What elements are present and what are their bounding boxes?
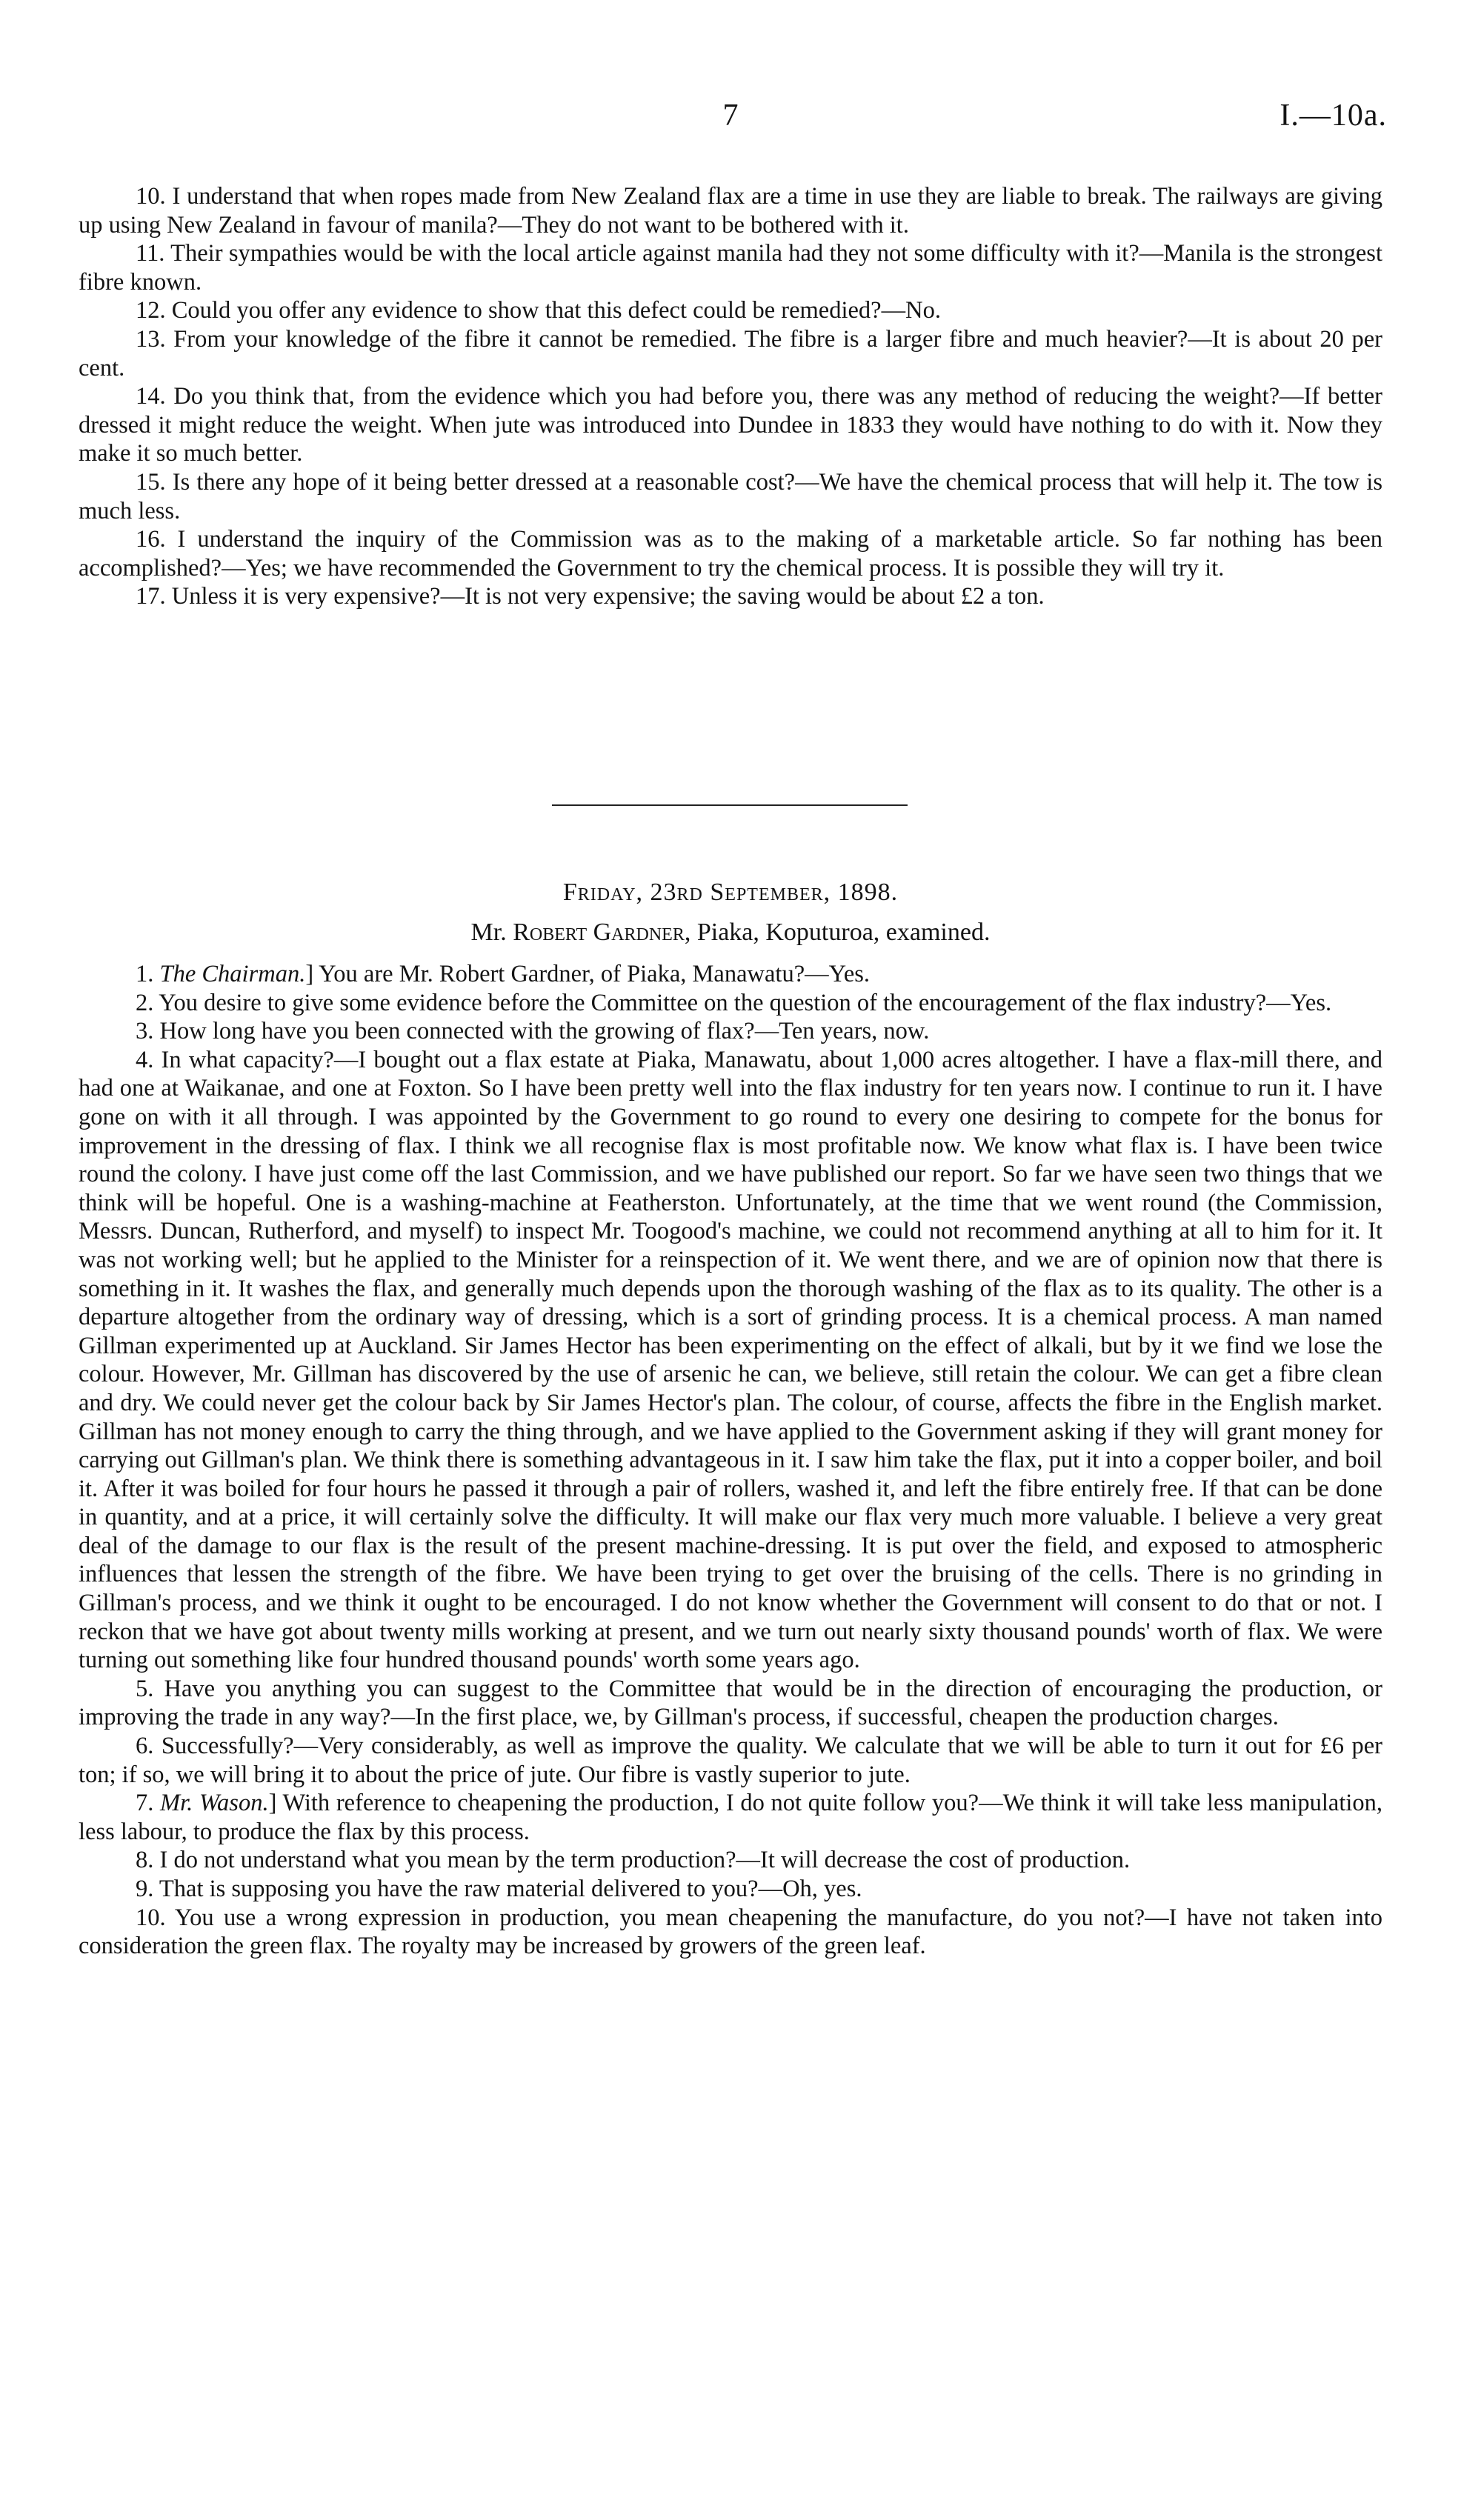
question-paragraph: 5. Have you anything you can suggest to the Committee that would be in the direction of encouraging the production, or improving the trade in any way?—In the first place, we, by Gillman's process, if successful, cheapen the production charges. — [79, 1675, 1382, 1731]
page-header — [74, 98, 1387, 142]
question-paragraph: 16. I understand the inquiry of the Commission was as to the making of a marketable article. So far nothing has been accomplished?—Yes; we have recommended the Government to try the chemical process. It is possible they will try it. — [79, 526, 1382, 581]
question-paragraph: 17. Unless it is very expensive?—It is not very expensive; the saving would be about £2 a ton. — [136, 583, 1045, 610]
question-paragraph: 14. Do you think that, from the evidence which you had before you, there was any method of reducing the weight?—If better dressed it might reduce the weight. When jute was introduced into Dundee in 1833 they would have nothing to do with it. Now they make it so much better. — [79, 383, 1382, 467]
witness-prefix: Mr. — [470, 919, 507, 946]
question-paragraph: 8. I do not understand what you mean by the term production?—It will decrease the cost of production. — [136, 1847, 1131, 1874]
question-paragraph: 6. Successfully?—Very considerably, as well as improve the quality. We calculate that we will be able to turn it out for £6 per ton; if so, we will bring it to about the price of jute. Our fibre is vastly superior to jute. — [79, 1733, 1382, 1788]
document-reference: I.—10a. — [1279, 99, 1387, 133]
speaker-label: Mr. Wason. — [160, 1790, 269, 1817]
evidence-continued — [79, 182, 1382, 611]
question-text: ] You are Mr. Robert Gardner, of Piaka, Manawatu?—Yes. — [305, 961, 871, 987]
witness-heading — [79, 919, 1382, 947]
question-paragraph: 1. The Chairman.] You are Mr. Robert Gardner, of Piaka, Manawatu?—Yes. — [136, 961, 871, 987]
question-paragraph: 4. In what capacity?—I bought out a flax estate at Piaka, Manawatu, about 1,000 acres altogether. I have a flax-mill there, and had one at Waikanae, and one at Foxton. So I have been pretty well into the flax industry for ten years now. I continue to run it. I have gone on with it all through. I was appointed by the Government to go round to every one desiring to compete for the bonus for improvement in the dressing of flax. I think we all recognise flax is most profitable now. We know what flax is. I have been twice round the colony. I have just come off the last Commission, and we have published our report. So far we have seen two things that we think will be hopeful. One is a washing-machine at Featherston. Unfortunately, at the time that we went round (the Commission, Messrs. Duncan, Rutherford, and myself) to inspect Mr. Toogood's machine, we could not recommend anything at all to him for it. It was not working well; but he applied to the Minister for a reinspection of it. We went there, and we are of opinion now that there is something in it. It washes the flax, and generally much depends upon the thorough washing of the flax as to its quality. The other is a departure altogether from the ordinary way of dressing, which is a sort of grinding process. It is a chemical process. A man named Gillman experimented up at Auckland. Sir James Hector has been experimenting on the effect of alkali, but by it we find we lose the colour. However, Mr. Gillman has discovered by the use of arsenic he can, we believe, still retain the colour. We can get a fibre clean and dry. We could never get the colour back by Sir James Hector's plan. The colour, of course, affects the fibre in the English market. Gillman has not money enough to carry the thing through, and we have applied to the Government asking if they will grant money for carrying out Gillman's plan. We think there is something advantageous in it. I saw him take the flax, put it into a copper boiler, and boil it. After it was boiled for four hours he passed it through a pair of rollers, washed it, and left the fibre entirely free. If that can be done in quantity, and at a price, it will certainly solve the difficulty. It will make our flax very much more valuable. I believe a very great deal of the damage to our flax is the result of the present machine-dressing. It is put over the field, and exposed to atmospheric influences that lessen the strength of the fibre. We have been trying to get over the bruising of the cells. There is no grinding in Gillman's process, and we think it ought to be encouraged. I do not know whether the Government will consent to do that or not. I reckon that we have got about twenty mills working at present, and we turn out nearly sixty thousand pounds' worth of flax. We were turning out something like four hundred thousand pounds' worth some years ago. — [79, 1046, 1382, 1674]
session-date-heading: Friday, 23rd September, 1898. — [562, 879, 899, 906]
witness-evidence — [79, 960, 1382, 1961]
question-paragraph: 11. Their sympathies would be with the local article against manila had they not some difficulty with it?—Manila is the strongest fibre known. — [79, 240, 1382, 296]
question-paragraph: 10. You use a wrong expression in production, you mean cheapening the manufacture, do you not?—I have not taken into consideration the green flax. The royalty may be increased by growers of the green leaf. — [79, 1904, 1382, 1960]
witness-name: Robert Gardner — [513, 919, 685, 946]
section-divider — [552, 804, 908, 806]
question-paragraph: 12. Could you offer any evidence to show that this defect could be remedied?—No. — [136, 297, 941, 324]
question-paragraph: 10. I understand that when ropes made from New Zealand flax are a time in use they are liable to break. The railways are giving up using New Zealand in favour of manila?—They do not want to be bothered with it. — [79, 183, 1382, 239]
question-paragraph: 9. That is supposing you have the raw material delivered to you?—Oh, yes. — [136, 1876, 862, 1902]
question-paragraph: 3. How long have you been connected with the growing of flax?—Ten years, now. — [136, 1018, 930, 1045]
page-number: 7 — [722, 99, 739, 133]
question-paragraph: 15. Is there any hope of it being better dressed at a reasonable cost?—We have the chemical process that will help it. The tow is much less. — [79, 468, 1382, 524]
question-paragraph: 13. From your knowledge of the fibre it cannot be remedied. The fibre is a larger fibre and much heavier?—It is about 20 per cent. — [79, 325, 1382, 381]
question-paragraph — [79, 1789, 1382, 1846]
question-text: ] With reference to cheapening the production, I do not quite follow you?—We think it will take less manipulation, less labour, to produce the flax by this process. — [79, 1790, 1383, 1845]
speaker-label: The Chairman. — [159, 961, 306, 987]
witness-suffix: , Piaka, Koputuroa, examined. — [684, 919, 991, 946]
question-paragraph: 2. You desire to give some evidence before the Committee on the question of the encouragement of the flax industry?—Yes. — [136, 989, 1332, 1016]
question-number: 7. — [136, 1790, 154, 1817]
